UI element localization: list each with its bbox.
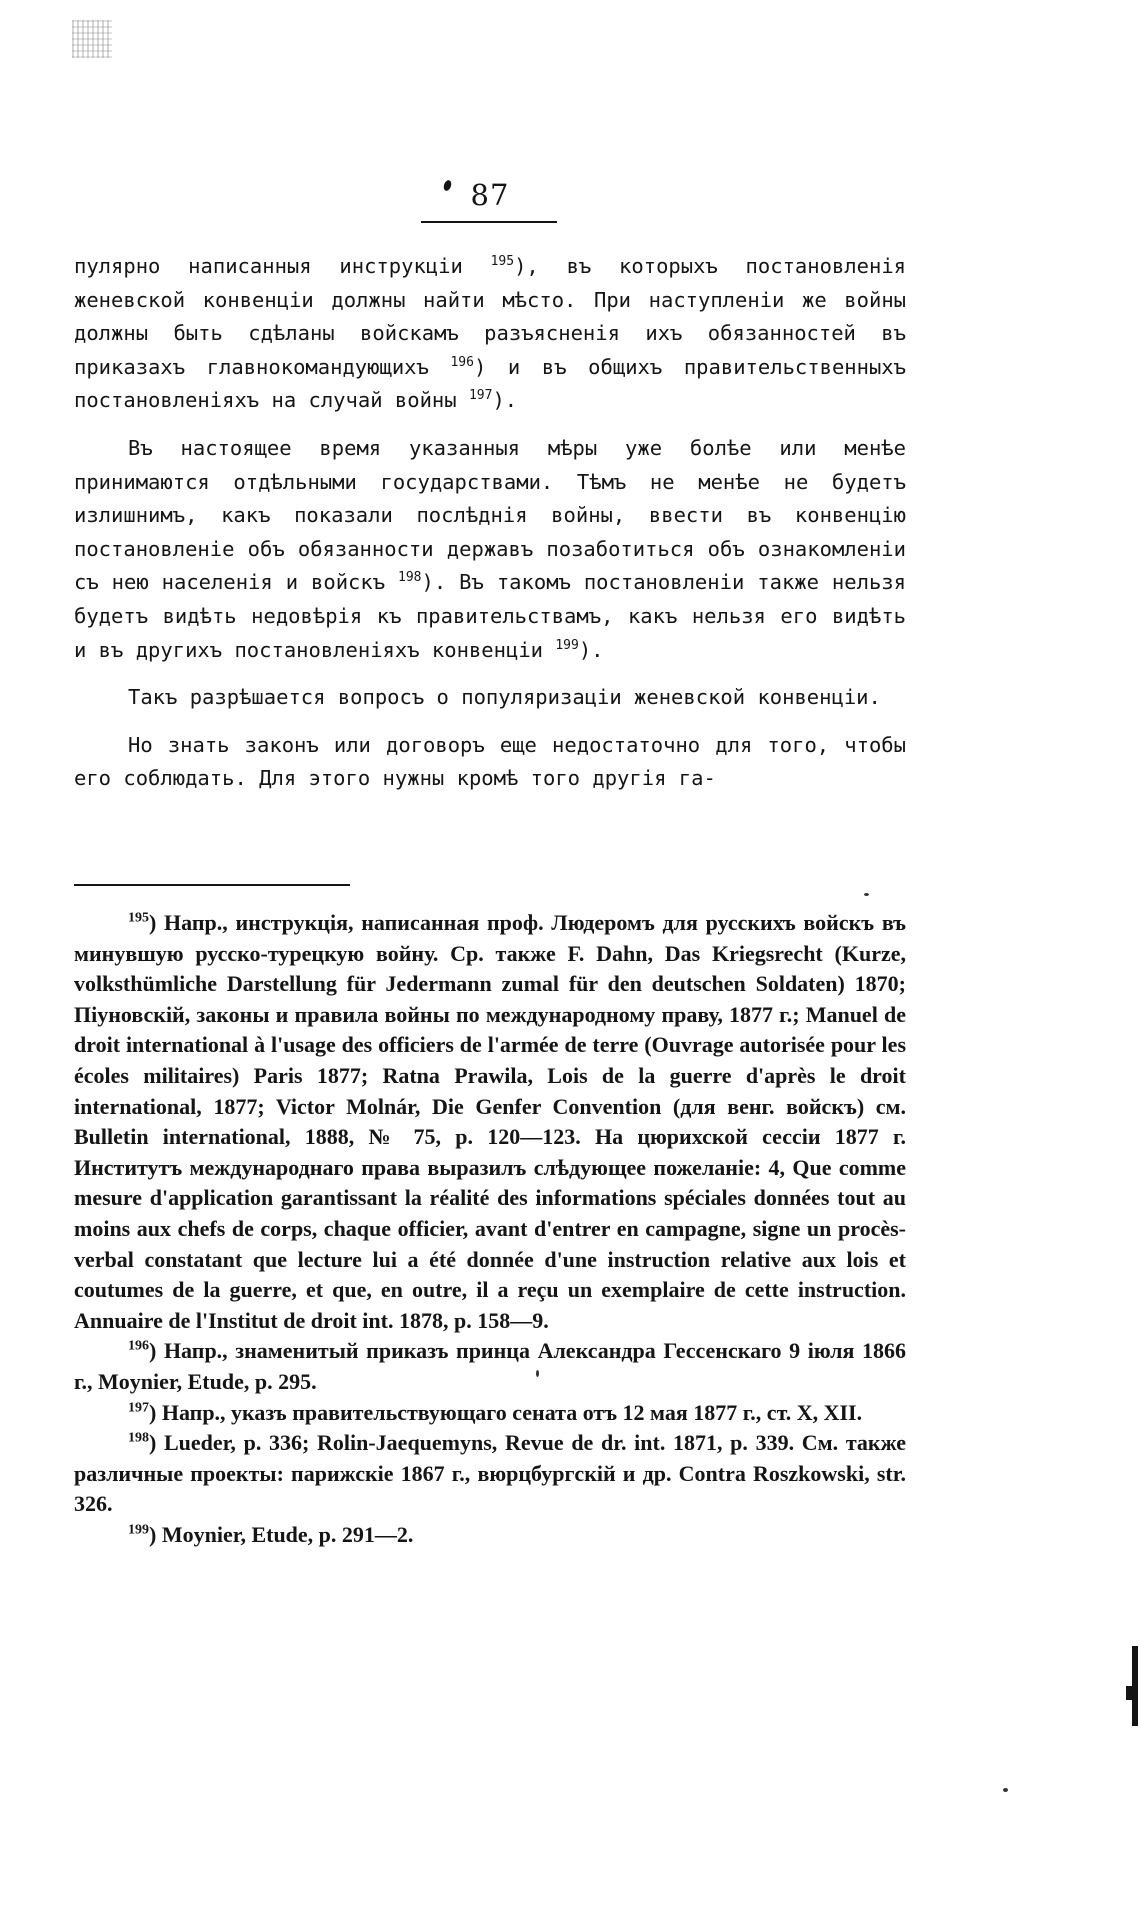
ink-dot bbox=[442, 179, 452, 192]
footnote-ref[interactable]: 199 bbox=[555, 637, 579, 653]
footnote-197: $^{197}$) Напр., указъ правительствующаго сената отъ 12 мая 1877 г., ст. X, XII. bbox=[128, 1399, 863, 1425]
footnote-199: $^{199}$) Moynier, Etude, p. 291—2. bbox=[128, 1521, 414, 1547]
page-number-text: 87 bbox=[470, 178, 510, 212]
page-number bbox=[420, 178, 560, 212]
ink-speck bbox=[536, 1370, 539, 1377]
footnote-196: $^{196}$) Напр., знаменитый приказъ принца Александра Гессенскаго 9 іюля 1866 г., Moynier, Etude, p. 295. bbox=[74, 1338, 906, 1394]
scan-artifact bbox=[72, 20, 112, 58]
footnotes bbox=[74, 908, 906, 1550]
margin-mark bbox=[1132, 1646, 1138, 1726]
footnote-195: $^{195}$) Напр., инструкція, написанная проф. Людеромъ для русскихъ войскъ въ минувшую русско-турецкую войну. Ср. также F. Dahn, Das Kriegsrecht (Kurze, volksthümliche Darstellung für Jedermann zumal für den deutschen Soldaten) 1870; Піуновскій, законы и правила войны по международному праву, 1877 г.; Manuel de droit international à l'usage des officiers de l'armée de terre (Ouvrage autorisée pour les écoles militaires) Paris 1877; Ratna Prawila, Lois de la guerre d'après le droit international, 1877; Victor Molnár, Die Genfer Convention (для венг. войскъ) см. Bulletin international, 1888, № 75, p. 120—123. На цюрихской сессіи 1877 г. Институтъ международнаго права выразилъ слѣдующее пожеланіе: 4, Que comme mesure d'application garantissant la réalité des informations spéciales données tout au moins aux chefs de corps, chaque officier, avant d'entrer en campagne, signe un procès-verbal constatant que lecture lui a été donnée d'une instruction relative aux lois et coutumes de la guerre, et que, en outre, il a reçu un exemplaire de cette instruction. Annuaire de l'Institut de droit int. 1878, p. 158—9. bbox=[74, 910, 906, 1333]
footnote-number: 195 bbox=[128, 910, 149, 926]
footnote-198: $^{198}$) Lueder, p. 336; Rolin-Jaequemyns, Revue de dr. int. 1871, p. 339. См. также различные проекты: парижскіе 1867 г., вюрцбургскій и др. Contra Roszkowski, str. 326. bbox=[74, 1430, 906, 1517]
ink-speck bbox=[864, 893, 869, 896]
footnote-ref[interactable]: 198 bbox=[398, 570, 422, 586]
footnote-number: 197 bbox=[128, 1400, 149, 1416]
footnote-rule bbox=[74, 884, 350, 886]
paragraph-4: Но знать законъ или договоръ еще недостаточно для того, чтобы его соблюдать. Для этого нужны кромѣ того другія га- bbox=[74, 732, 906, 791]
main-text bbox=[74, 250, 906, 796]
footnote-ref[interactable]: 195 bbox=[490, 254, 515, 270]
paragraph-2: Въ настоящее время указанныя мѣры уже болѣе или менѣе принимаются отдѣльными государствами. Тѣмъ не менѣе не будетъ излишнимъ, какъ показали послѣднія войны, ввести въ конвенцію постановленіе объ обязанности державъ позаботиться объ ознакомленіи съ нею населенія и войскъ $^{198}$). Въ такомъ постановленіи также нельзя будетъ видѣть недовѣрія къ правительствамъ, какъ нельзя его видѣть и въ другихъ постановленіяхъ конвенціи $^{199}$). bbox=[74, 435, 906, 662]
footnote-ref[interactable]: 196 bbox=[450, 354, 474, 370]
footnote-number: 199 bbox=[128, 1522, 149, 1538]
paragraph-1: пулярно написанныя инструкціи $^{195}$), въ которыхъ постановленія женевской конвенціи должны найти мѣсто. При наступленіи же войны должны быть сдѣланы войскамъ разъясненія ихъ обязанностей въ приказахъ главнокомандующихъ $^{196}$) и въ общихъ правительственныхъ постановленіяхъ на случай войны $^{197}$). bbox=[74, 254, 907, 413]
footnote-number: 198 bbox=[128, 1430, 149, 1446]
footnote-ref[interactable]: 197 bbox=[468, 388, 493, 404]
ink-speck bbox=[1003, 1788, 1008, 1792]
paragraph-3: Такъ разрѣшается вопросъ о популяризаціи женевской конвенціи. bbox=[128, 685, 881, 710]
header-rule bbox=[421, 221, 557, 223]
footnote-number: 196 bbox=[128, 1338, 149, 1354]
